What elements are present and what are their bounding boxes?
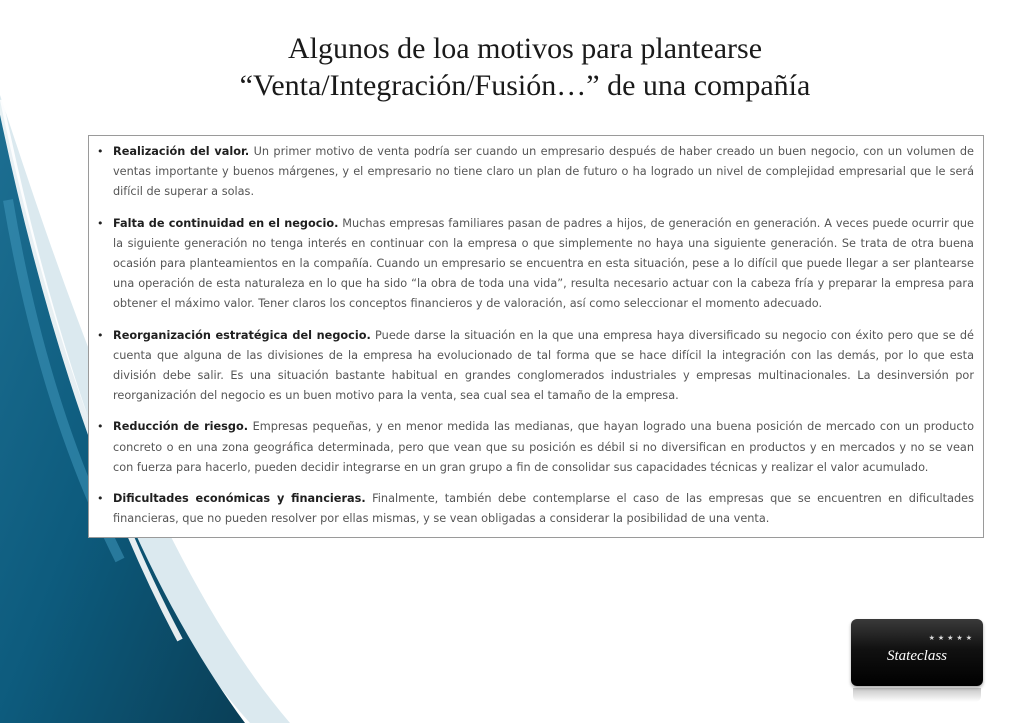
point-heading: Falta de continuidad en el negocio. xyxy=(113,216,339,230)
reasons-list xyxy=(95,142,974,529)
point-heading: Reducción de riesgo. xyxy=(113,420,249,434)
point-heading: Realización del valor. xyxy=(113,145,250,158)
list-item xyxy=(95,214,974,315)
list-item xyxy=(95,489,974,529)
point-body: Puede darse la situación en la que una empresa haya diversificado su negocio con éxito pero que se dé cuenta que alguna de las divisiones de la empresa ha evolucionado de tal forma que se hace difícil la integración con las demás, por lo que esta división debe salir. Es una situación bastante habitual en grandes conglomerados industriales y empresas multinacionales. La desinversión por reorganización del negocio es un buen motivo para la venta, sea cual sea el tamaño de la empresa. xyxy=(113,328,974,403)
point-body: Finalmente, también debe contemplarse el caso de las empresas que se encuentren en dificultades financieras, que no pueden resolver por ellas mismas, y se vean obligadas a considerar la posibilidad de una venta. xyxy=(113,492,974,526)
slide-title-line-1: Algunos de loa motivos para plantearse xyxy=(287,32,763,65)
stateclass-logo xyxy=(851,619,983,686)
point-heading: Reorganización estratégica del negocio. xyxy=(113,328,371,342)
point-body: Empresas pequeñas, y en menor medida las medianas, que hayan logrado una buena posición de mercado con un producto concreto o en una zona geográfica determinada, pero que vean que su posición es débil si no diversifican en productos y en mercados y no se vean con fuerza para hacerlo, pueden decidir integrarse en un gran grupo a fin de consolidar sus capacidades técnicas y realizar el valor acumulado. xyxy=(113,420,974,474)
list-item xyxy=(95,142,974,203)
slide-title xyxy=(150,30,900,104)
logo-brand-text: Stateclass xyxy=(887,648,947,664)
point-body: Un primer motivo de venta podría ser cuando un empresario después de haber creado un buen negocio, con un volumen de ventas importante y buenos márgenes, y el empresario no tiene claro un plan de futuro o ha logrado un nivel de complejidad empresarial que le será difícil de superar a solas. xyxy=(113,145,974,199)
content-box xyxy=(88,135,984,538)
slide-title-line-2: “Venta/Integración/Fusión…” de una compañía xyxy=(239,69,811,102)
point-body: Muchas empresas familiares pasan de padres a hijos, de generación en generación. A veces puede ocurrir que la siguiente generación no tenga interés en continuar con la empresa o que simplemente no haya una siguiente generación. Se trata de otra buena ocasión para planteamientos en la compañía. Cuando un empresario se encuentra en esta situación, pese a lo difícil que puede llegar a ser plantearse una operación de esta naturaleza en lo que ha sido “la obra de toda una vida”, resulta necesario actuar con la cabeza fría y preparar la empresa para obtener el máximo valor. Tener claros los conceptos financieros y de valoración, así como seleccionar el momento adecuado. xyxy=(113,216,974,311)
logo-reflection xyxy=(853,688,981,702)
point-heading: Dificultades económicas y financieras. xyxy=(113,492,366,506)
list-item xyxy=(95,326,974,407)
list-item xyxy=(95,417,974,478)
stars-icon: ★★★★★ xyxy=(928,634,975,642)
